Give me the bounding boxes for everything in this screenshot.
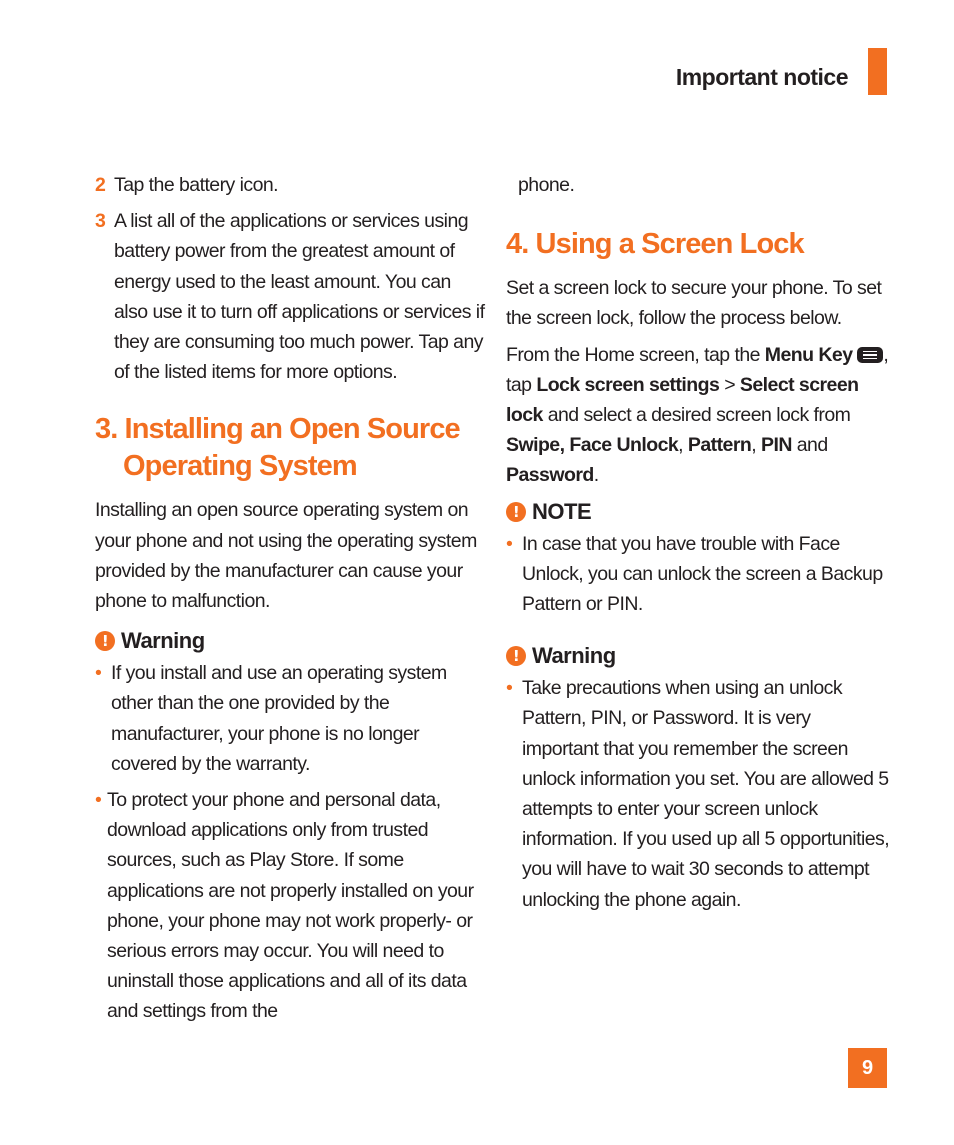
alert-circle-icon: ! [95,631,115,651]
warning-label: Warning [121,628,205,654]
step-3 [95,206,487,387]
lock-screen-settings-label: Lock screen settings [536,373,720,396]
instr-text: , tap [506,343,889,396]
section-4-intro: Set a screen lock to secure your phone. To set the screen lock, follow the process below. [506,277,882,330]
warning-callout [95,626,487,656]
note-bullet [506,529,891,620]
bullet-text: In case that you have trouble with Face Unlock, you can unlock the screen a Backup Pattern or PIN. [522,532,883,616]
note-callout [506,497,891,527]
bullet-dot: • [506,532,513,555]
instr-text: , [751,434,762,457]
section-4-instructions [506,340,891,491]
select-screen-lock-label: Select screen lock [506,373,859,427]
bullet-dot: • [95,789,102,812]
bullet-text: To protect your phone and personal data, download applications only from trusted sources, such as Play Store. If some applications are not properly installed on your phone, your phone may not work properly- or serious errors may occur. You will need to uninstall those applications and all of its data and settings from the [107,789,474,1023]
alert-circle-icon: ! [506,646,526,666]
step-2 [95,170,487,200]
section-4-heading: 4. Using a Screen Lock [506,228,804,261]
instr-text: and select a desired screen lock from [542,404,851,427]
warning-bullet [95,785,487,1027]
section-3-title-line1: 3. Installing an Open Source [95,413,460,446]
note-label: NOTE [532,498,592,524]
warning-bullet [95,658,487,779]
header-title: Important notice [675,64,848,90]
header-tab-marker [868,48,887,95]
section-3-title-line2: Operating System [123,450,357,483]
step-text: A list all of the applications or services using battery power from the greatest amount of energy used to the least amount. You can also use it to turn off applications or services if they are consuming too much power. Tap any of the listed items for more options. [114,210,485,384]
instr-text: and [791,434,828,457]
step-number: 2 [95,174,106,196]
pattern-label: Pattern [687,434,752,457]
section-3-body: Installing an open source operating system on your phone and not using the operating system provided by the manufacturer can cause your phone to malfunction. [95,499,477,613]
warning-callout [506,641,891,671]
menu-key-icon [857,347,883,363]
password-label: Password [506,464,594,487]
swipe-face-unlock-label: Swipe, Face Unlock [506,434,679,457]
bullet-dot: • [506,677,513,700]
bullet-text: If you install and use an operating system other than the one provided by the manufacturer, your phone is no longer covered by the warranty. [111,662,447,775]
warning-label: Warning [532,643,616,669]
right-column [506,170,891,921]
section-3-heading [95,411,487,485]
bullet-dot: • [95,662,102,685]
alert-circle-icon: ! [506,502,526,522]
instr-text: , [678,434,688,457]
continuation-text: phone. [518,174,575,196]
bullet-text: Take precautions when using an unlock Pattern, PIN, or Password. It is very important that you remember the screen unlock information you set. You are allowed 5 attempts to enter your screen unlock information. If you used up all 5 opportunities, you will have to wait 30 seconds to attempt unlocking the phone again. [522,677,890,911]
warning-bullet [506,673,891,915]
menu-key-label: Menu Key [764,343,853,366]
instr-text: From the Home screen, tap the [506,343,765,366]
page-number: 9 [848,1048,887,1088]
instr-text: . [593,464,599,487]
step-text: Tap the battery icon. [114,174,279,196]
instr-text: > [719,373,740,396]
step-number: 3 [95,210,106,233]
left-column [95,170,487,1033]
pin-label: PIN [761,434,792,457]
